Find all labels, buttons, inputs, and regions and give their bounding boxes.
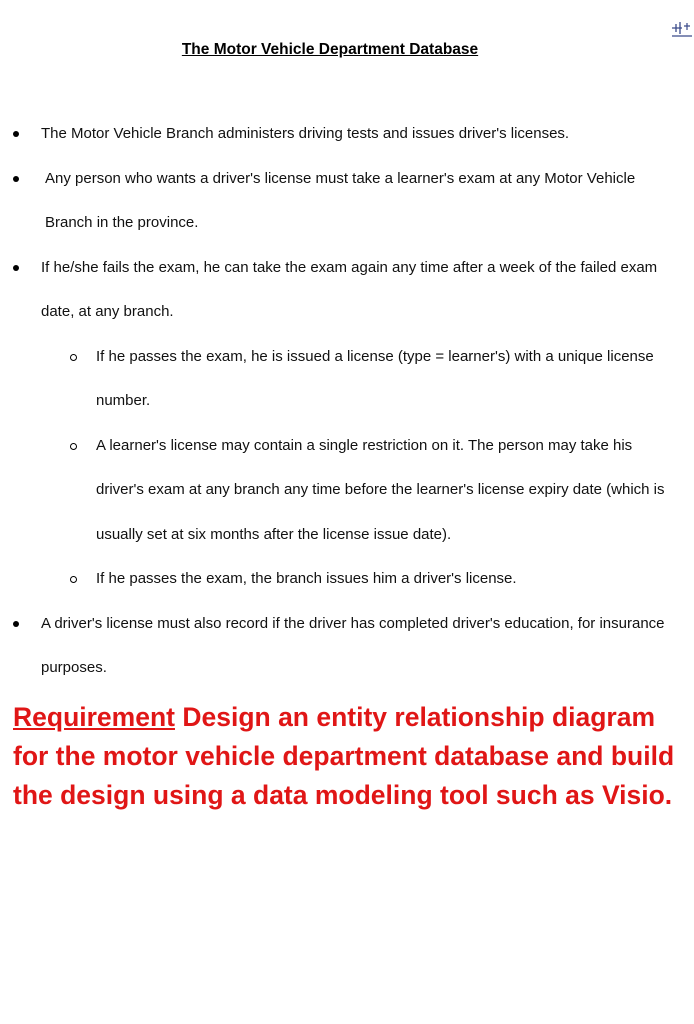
list-item bbox=[0, 157, 694, 246]
list-item-text: If he passes the exam, he is issued a license (type = learner's) with a unique license number. bbox=[96, 347, 654, 409]
list-item-text: If he/she fails the exam, he can take the exam again any time after a week of the failed exam date, at any branch. bbox=[41, 258, 658, 320]
list-item-text: A learner's license may contain a single restriction on it. The person may take his driver's exam at any branch any time before the learner's license expiry date (which is usually set at six months after the license issue date). bbox=[96, 436, 665, 543]
stamp-mark-icon bbox=[670, 18, 694, 46]
sub-list-item bbox=[0, 557, 694, 602]
document-title: The Motor Vehicle Department Database bbox=[181, 41, 479, 58]
list-item bbox=[0, 602, 694, 691]
bullet-dot-icon bbox=[13, 176, 19, 182]
list-item-text: If he passes the exam, the branch issues him a driver's license. bbox=[96, 570, 517, 587]
sub-list-item bbox=[0, 424, 694, 558]
bullet-circle-icon bbox=[70, 443, 77, 450]
bullet-dot-icon bbox=[13, 131, 19, 137]
bullet-circle-icon bbox=[70, 354, 77, 361]
bullet-circle-icon bbox=[70, 576, 77, 583]
list-item-text: Any person who wants a driver's license must take a learner's exam at any Motor Vehicle Branch in the province. bbox=[45, 169, 636, 231]
requirement-text: Design an entity relationship diagram for the motor vehicle department database and build the design using a data modeling tool such as Visio. bbox=[13, 702, 675, 810]
bullet-dot-icon bbox=[13, 621, 19, 627]
bullet-dot-icon bbox=[13, 265, 19, 271]
bullet-list bbox=[0, 112, 694, 691]
list-item bbox=[0, 112, 694, 157]
list-item-text: A driver's license must also record if the driver has completed driver's education, for insurance purposes. bbox=[41, 614, 665, 676]
list-item bbox=[0, 246, 694, 335]
requirement-label: Requirement bbox=[13, 702, 175, 732]
list-item-text: The Motor Vehicle Branch administers driving tests and issues driver's licenses. bbox=[41, 125, 570, 142]
sub-list-item bbox=[0, 335, 694, 424]
requirement-paragraph bbox=[13, 698, 683, 815]
